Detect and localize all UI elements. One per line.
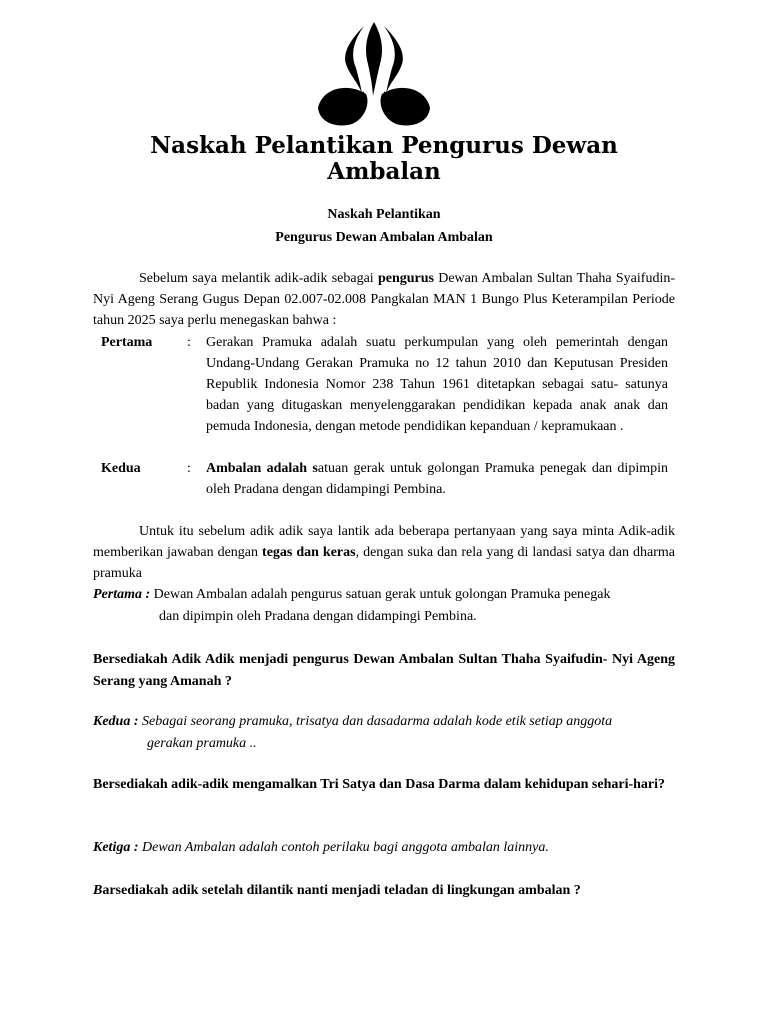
subheading-pengurus: Pengurus Dewan Ambalan Ambalan bbox=[275, 230, 493, 245]
q3-text: Dewan Ambalan adalah contoh perilaku bagi anggota ambalan lainnya. bbox=[138, 840, 549, 855]
document-title: Naskah Pelantikan Pengurus Dewan Ambalan bbox=[150, 132, 618, 185]
q2-line2: gerakan pramuka .. bbox=[147, 736, 257, 751]
question-1: Bersediakah Adik Adik menjadi pengurus Dewan Ambalan Sultan Thaha Syaifudin- Nyi Ageng Serang yang Amanah ? bbox=[93, 652, 675, 689]
q2-line1 bbox=[93, 711, 612, 732]
item2-bold: Ambalan adalah s bbox=[206, 461, 318, 476]
q1-line2: dan dipimpin oleh Pradana dengan didampingi Pembina. bbox=[159, 609, 477, 624]
q3-label: Ketiga : bbox=[93, 840, 139, 855]
item1-text: Gerakan Pramuka adalah suatu perkumpulan yang oleh pemerintah dengan Undang-Undang Gerakan Pramuka no 12 tahun 2010 dan Keputusan Presiden Republik Indonesia Nomor 238 Tahun 1961 ditetapkan sebagai satu- satunya badan yang ditugaskan menyelenggarakan pendidikan kepada anak anak dan pemuda Indonesia, dengan metode pendidikan kepanduan / kepramukaan . bbox=[206, 335, 668, 434]
q1-text-1: Dewan Ambalan adalah pengurus satuan gerak untuk golongan Pramuka penegak bbox=[150, 587, 611, 602]
item2-colon: : bbox=[187, 461, 191, 476]
q2-label: Kedua : bbox=[93, 714, 139, 729]
item2-text-block bbox=[206, 458, 668, 500]
q2-text-1: Sebagai seorang pramuka, trisatya dan dasadarma adalah kode etik setiap anggota bbox=[138, 714, 613, 729]
item1-colon: : bbox=[187, 335, 191, 350]
tunas-kelapa-logo bbox=[312, 20, 436, 132]
item2-label: Kedua bbox=[101, 461, 141, 476]
item1-label: Pertama bbox=[101, 335, 153, 350]
second-paragraph bbox=[93, 521, 675, 584]
subheading-naskah: Naskah Pelantikan bbox=[327, 207, 441, 222]
intro-paragraph bbox=[93, 268, 675, 331]
para2-text-a: Untuk itu sebelum adik adik saya lantik ada beberapa pertanyaan yang saya minta Adik-adik memberikan jawaban dengan bbox=[93, 524, 675, 560]
q3-rest: arsediakah adik setelah dilantik nanti menjadi teladan di lingkungan ambalan ? bbox=[102, 883, 581, 898]
q1-label: Pertama : bbox=[93, 587, 151, 602]
intro-bold: pengurus bbox=[377, 271, 434, 286]
item2-text: atuan gerak untuk golongan Pramuka penegak dan dipimpin oleh Pradana dengan didampingi Pembina. bbox=[206, 461, 668, 497]
para2-bold: tegas dan keras bbox=[262, 545, 356, 560]
q3-line bbox=[93, 837, 549, 858]
question-2: Bersediakah adik-adik mengamalkan Tri Satya dan Dasa Darma dalam kehidupan sehari-hari? bbox=[93, 777, 666, 792]
q3-first-letter: B bbox=[93, 883, 103, 898]
para2-text-b: , dengan suka dan rela yang di landasi satya dan dharma pramuka bbox=[93, 545, 675, 581]
intro-text-b: Dewan Ambalan Sultan Thaha Syaifudin- Nyi Ageng Serang Gugus Depan 02.007-02.008 Pangkalan MAN 1 Bungo Plus Keterampilan Periode tahun 2025 saya perlu menegaskan bahwa : bbox=[93, 271, 675, 328]
intro-text-a: Sebelum saya melantik adik-adik sebagai bbox=[139, 271, 378, 286]
q1-line1 bbox=[93, 584, 610, 605]
question-3 bbox=[93, 880, 675, 902]
